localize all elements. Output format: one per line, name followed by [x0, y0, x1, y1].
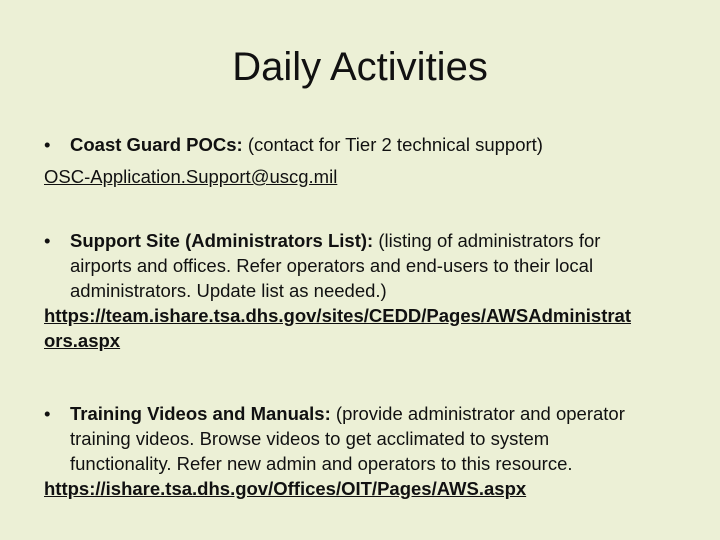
- section-coast-guard-pocs: [44, 132, 684, 189]
- item-text-line: functionality. Refer new admin and operators to this resource.: [70, 453, 573, 474]
- bullet-item: [44, 228, 684, 253]
- item-text: (contact for Tier 2 technical support): [242, 134, 543, 155]
- section-support-site: [44, 228, 684, 353]
- item-label: Support Site (Administrators List):: [70, 230, 374, 251]
- bullet-icon: •: [44, 403, 51, 424]
- support-site-link-continued[interactable]: ors.aspx: [44, 330, 121, 351]
- item-text: (listing of administrators for: [373, 230, 601, 251]
- item-label: Coast Guard POCs:: [70, 134, 243, 155]
- item-label: Training Videos and Manuals:: [70, 403, 331, 424]
- support-site-link[interactable]: https://team.ishare.tsa.dhs.gov/sites/CEDD/Pages/AWSAdministrat: [44, 305, 632, 326]
- section-training-videos: [44, 401, 684, 501]
- bullet-item: [44, 401, 684, 426]
- item-text: (provide administrator and operator: [330, 403, 625, 424]
- training-site-link[interactable]: https://ishare.tsa.dhs.gov/Offices/OIT/Pages/AWS.aspx: [44, 478, 527, 499]
- item-text-line: training videos. Browse videos to get acclimated to system: [70, 428, 550, 449]
- bullet-item: [44, 132, 684, 157]
- item-text-line: administrators. Update list as needed.): [70, 280, 387, 301]
- bullet-icon: •: [44, 230, 51, 251]
- bullet-icon: •: [44, 134, 51, 155]
- item-text-line: airports and offices. Refer operators and end-users to their local: [70, 255, 594, 276]
- poc-email-link[interactable]: OSC-Application.Support@uscg.mil: [44, 166, 338, 187]
- slide-title: Daily Activities: [232, 45, 488, 89]
